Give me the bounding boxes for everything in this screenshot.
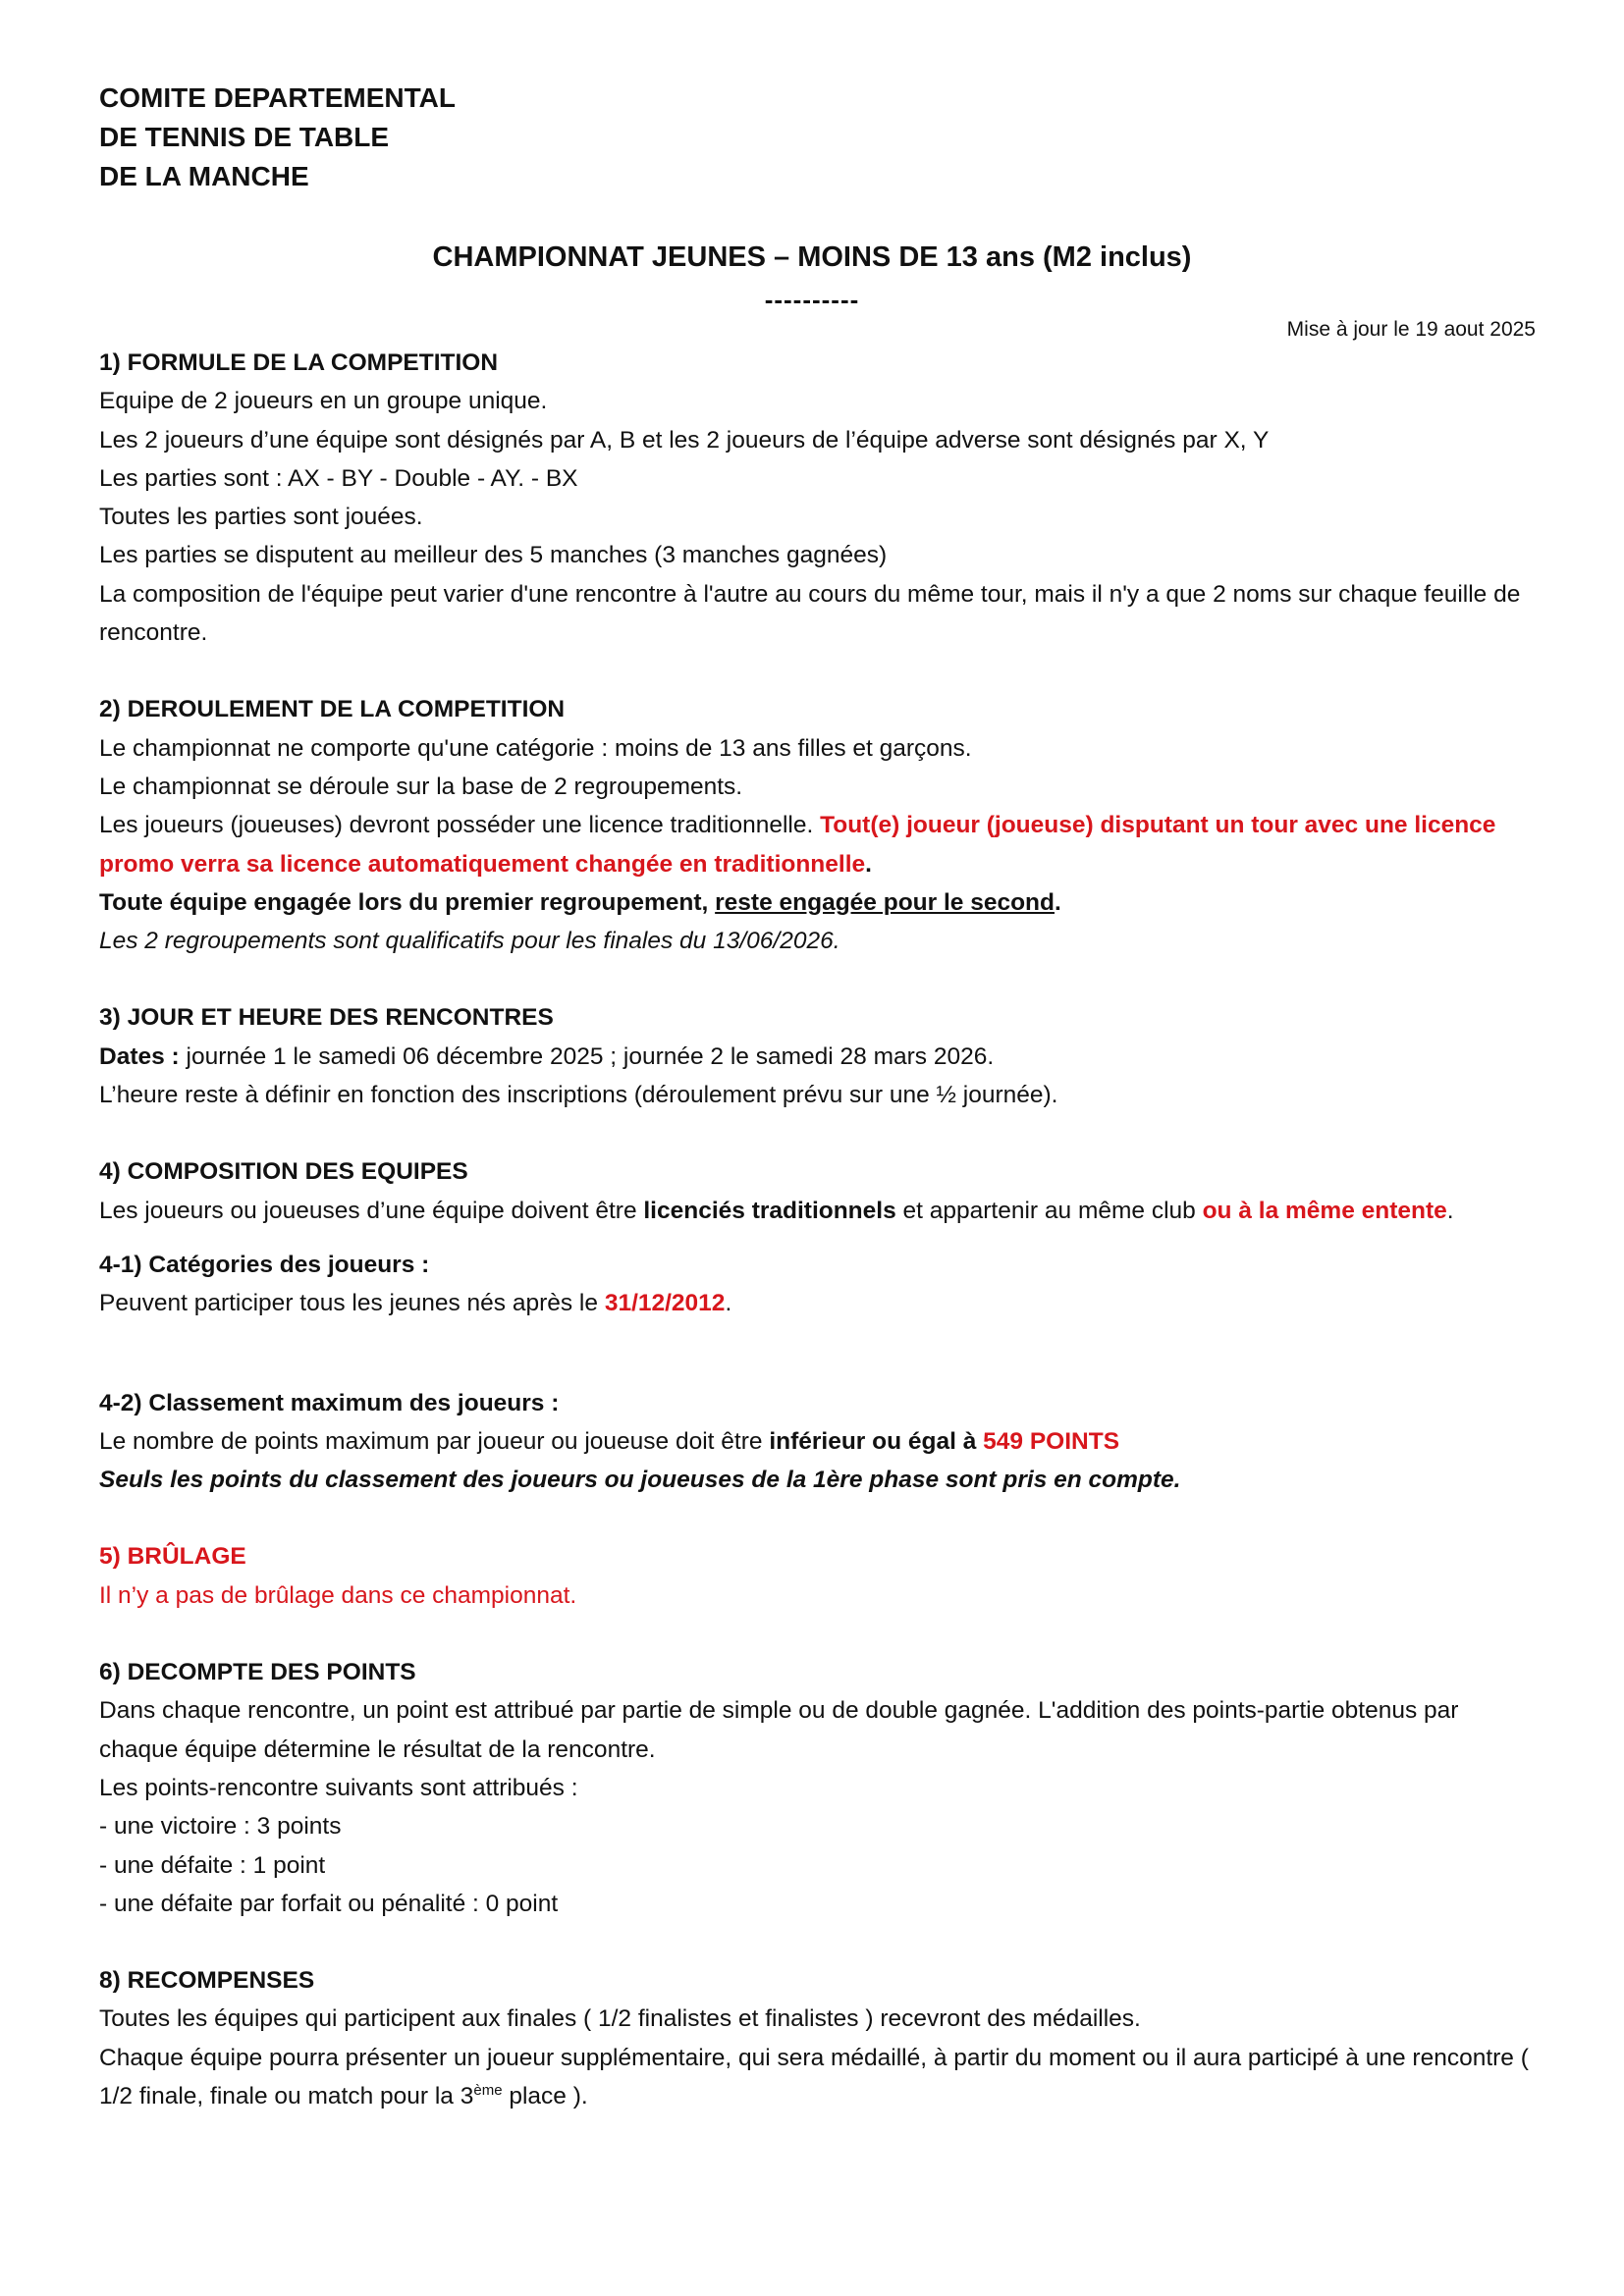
document-body [99,344,1543,2115]
section-4-line: Les joueurs ou joueuses d’une équipe doivent être licenciés traditionnels et appartenir au même club ou à la même entente. [99,1197,1454,1224]
section-2-qualification: Les 2 regroupements sont qualificatifs pour les finales du 13/06/2026. [99,928,840,955]
engagement-underlined: reste engagée pour le second [715,888,1055,916]
org-line-1: COMITE DEPARTEMENTAL [99,82,456,113]
max-points: 549 POINTS [983,1427,1120,1455]
section-1-line: Equipe de 2 joueurs en un groupe unique. [99,388,548,415]
points-forfeit: - une défaite par forfait ou pénalité : 0 point [99,1890,559,1917]
section-1-line: Les parties sont : AX - BY - Double - AY. - BX [99,464,578,492]
section-3-title: 3) JOUR ET HEURE DES RENCONTRES [99,1004,554,1032]
section-4-title: 4) COMPOSITION DES EQUIPES [99,1158,468,1186]
promo-license-warning: Tout(e) joueur (joueuse) disputant un tour avec une licence promo verra sa licence automatiquement changée en traditionnelle [99,812,1496,878]
document-title: CHAMPIONNAT JEUNES – MOINS DE 13 ans (M2 inclus) [432,241,1192,273]
section-8-line: Toutes les équipes qui participent aux finales ( 1/2 finalistes et finalistes ) recevront des médailles. [99,2005,1141,2033]
org-line-2: DE TENNIS DE TABLE [99,122,390,152]
dates-label: Dates : [99,1042,187,1070]
section-1-line: Les parties se disputent au meilleur des 5 manches (3 manches gagnées) [99,542,888,569]
section-6-line: Dans chaque rencontre, un point est attribué par partie de simple ou de double gagnée. L'addition des points-partie obtenus par chaque équipe détermine le résultat de la rencontre. [99,1697,1459,1763]
section-5-title: 5) BRÛLAGE [99,1543,246,1571]
section-1-line: Les 2 joueurs d’une équipe sont désignés par A, B et les 2 joueurs de l’équipe adverse sont désignés par X, Y [99,426,1270,454]
section-3-line: L’heure reste à définir en fonction des inscriptions (déroulement prévu sur une ½ journée). [99,1082,1058,1109]
subsection-4-2-note: Seuls les points du classement des joueurs ou joueuses de la 1ère phase sont pris en compte. [99,1467,1181,1494]
section-2-line: Le championnat se déroule sur la base de 2 regroupements. [99,773,743,800]
subsection-4-1-line: Peuvent participer tous les jeunes nés après le 31/12/2012. [99,1290,732,1317]
organization-header [99,79,456,196]
section-8-title: 8) RECOMPENSES [99,1967,315,1995]
subsection-4-2-line: Le nombre de points maximum par joueur ou joueuse doit être inférieur ou égal à 549 POINTS [99,1427,1120,1455]
license-requirement: Les joueurs (joueuses) devront posséder une licence traditionnelle. [99,812,821,839]
section-2-engagement-rule: Toute équipe engagée lors du premier regroupement, reste engagée pour le second. [99,888,1061,916]
points-victory: - une victoire : 3 points [99,1813,342,1841]
birth-date-limit: 31/12/2012 [604,1290,726,1317]
section-8-line: Chaque équipe pourra présenter un joueur supplémentaire, qui sera médaillé, à partir du moment ou il aura participé à une rencontre ( 1/2 finale, finale ou match pour la 3ème place ). [99,2044,1529,2109]
section-2-license-rule: Les joueurs (joueuses) devront posséder une licence traditionnelle. Tout(e) joueur (joueuse) disputant un tour avec une licence promo verra sa licence automatiquement changée en traditionnelle. [99,812,1496,878]
section-1-line: La composition de l'équipe peut varier d'une rencontre à l'autre au cours du même tour, mais il n'y a que 2 noms sur chaque feuille de rencontre. [99,580,1521,647]
org-line-3: DE LA MANCHE [99,161,309,191]
section-2-line: Le championnat ne comporte qu'une catégorie : moins de 13 ans filles et garçons. [99,734,972,762]
section-3-dates: Dates : journée 1 le samedi 06 décembre 2025 ; journée 2 le samedi 28 mars 2026. [99,1042,995,1070]
entente-highlight: ou à la même entente [1202,1197,1447,1224]
section-6-line: Les points-rencontre suivants sont attribués : [99,1774,578,1801]
section-1-line: Toutes les parties sont jouées. [99,504,423,531]
section-1-title: 1) FORMULE DE LA COMPETITION [99,349,499,376]
points-defeat: - une défaite : 1 point [99,1851,326,1879]
section-6-title: 6) DECOMPTE DES POINTS [99,1659,416,1686]
subsection-4-1-title: 4-1) Catégories des joueurs : [99,1251,430,1278]
subsection-4-2-title: 4-2) Classement maximum des joueurs : [99,1389,560,1416]
section-2-title: 2) DEROULEMENT DE LA COMPETITION [99,696,566,723]
title-separator: ---------- [764,285,860,314]
update-date: Mise à jour le 19 aout 2025 [1286,318,1536,341]
section-5-line: Il n’y a pas de brûlage dans ce championnat. [99,1581,577,1609]
